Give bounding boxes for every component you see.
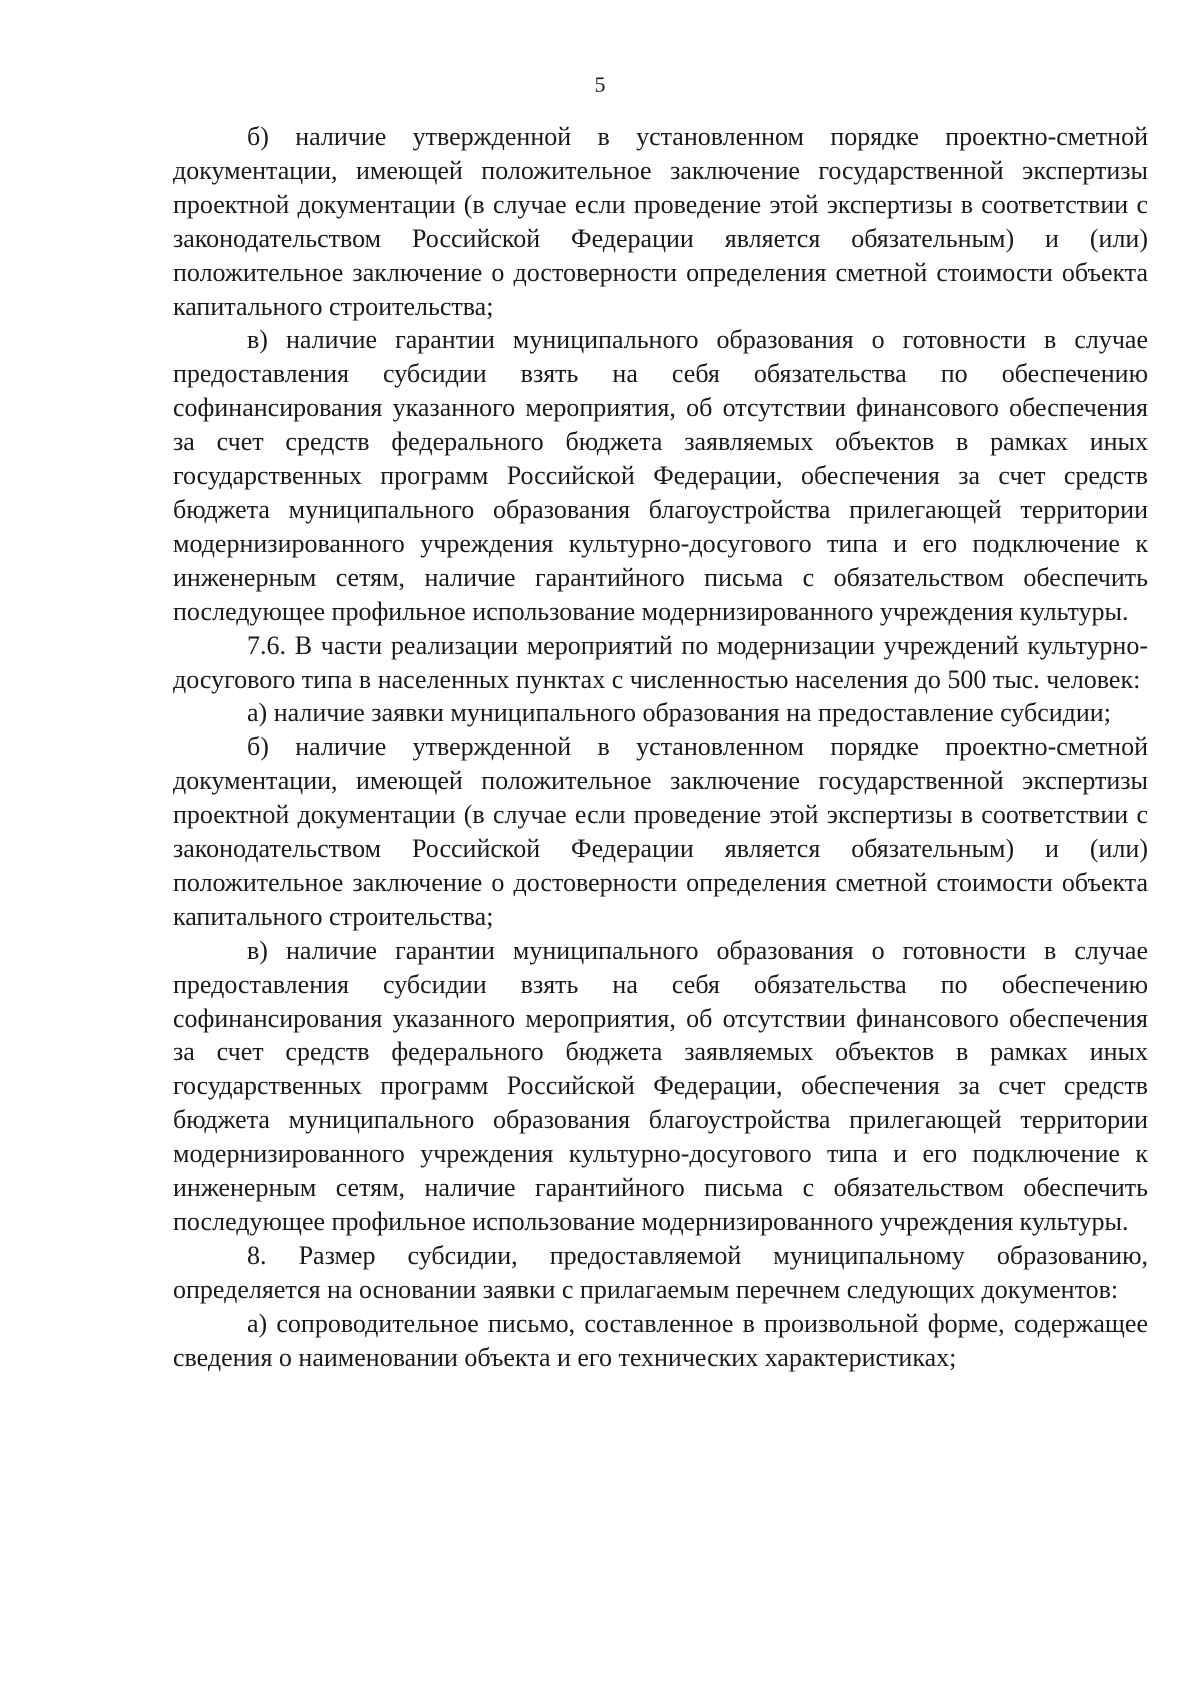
document-body [173, 120, 1148, 1375]
paragraph-8-a: а) сопроводительное письмо, составленное в произвольной форме, содержащее сведения о наименовании объекта и его технических характеристиках; [173, 1308, 1148, 1372]
paragraph-7-6: 7.6. В части реализации мероприятий по модернизации учреждений культурно-досугового типа в населенных пунктах с численностью населения до 500 тыс. человек: [173, 630, 1148, 694]
paragraph-7-5-v: в) наличие гарантии муниципального образования о готовности в случае предоставления субсидии взять на себя обязательства по обеспечению софинансирования указанного мероприятия, об отсутствии финансового обеспечения за счет средств федерального бюджета заявляемых объектов в рамках иных государственных программ Российской Федерации, обеспечения за счет средств бюджета муниципального образования благоустройства прилегающей территории модернизированного учреждения культурно-досугового типа и его подключение к инженерным сетям, наличие гарантийного письма с обязательством обеспечить последующее профильное использование модернизированного учреждения культуры. [173, 325, 1148, 626]
page-number: 5 [594, 72, 606, 97]
paragraph-8: 8. Размер субсидии, предоставляемой муниципальному образованию, определяется на основании заявки с прилагаемым перечнем следующих документов: [173, 1240, 1148, 1304]
paragraph-7-6-b: б) наличие утвержденной в установленном порядке проектно-сметной документации, имеющей положительное заключение государственной экспертизы проектной документации (в случае если проведение этой экспертизы в соответствии с законодательством Российской Федерации является обязательным) и (или) положительное заключение о достоверности определения сметной стоимости объекта капитального строительства; [173, 732, 1148, 931]
paragraph-7-6-a: а) наличие заявки муниципального образования на предоставление субсидии; [247, 698, 1111, 728]
paragraph-7-6-v: в) наличие гарантии муниципального образования о готовности в случае предоставления субсидии взять на себя обязательства по обеспечению софинансирования указанного мероприятия, об отсутствии финансового обеспечения за счет средств федерального бюджета заявляемых объектов в рамках иных государственных программ Российской Федерации, обеспечения за счет средств бюджета муниципального образования благоустройства прилегающей территории модернизированного учреждения культурно-досугового типа и его подключение к инженерным сетям, наличие гарантийного письма с обязательством обеспечить последующее профильное использование модернизированного учреждения культуры. [173, 935, 1148, 1236]
paragraph-7-5-b: б) наличие утвержденной в установленном порядке проектно-сметной документации, имеющей положительное заключение государственной экспертизы проектной документации (в случае если проведение этой экспертизы в соответствии с законодательством Российской Федерации является обязательным) и (или) положительное заключение о достоверности определения сметной стоимости объекта капитального строительства; [173, 122, 1148, 321]
